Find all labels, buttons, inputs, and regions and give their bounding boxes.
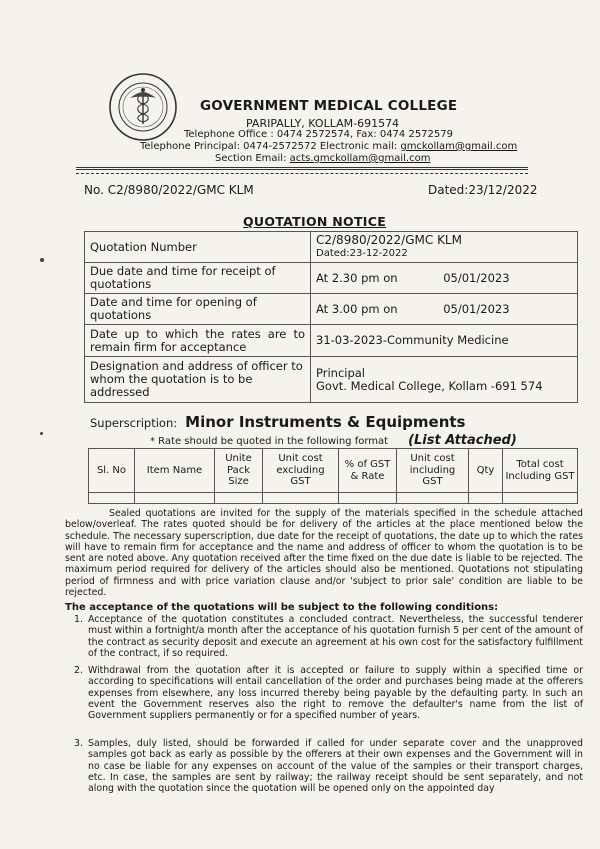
column-header: Unite Pack Size: [215, 449, 263, 493]
table-header-row: [89, 449, 578, 493]
column-header: Sl. No: [89, 449, 135, 493]
superscription-label: Superscription:: [90, 416, 178, 430]
quotation-number-label: Quotation Number: [85, 232, 311, 263]
rate-format-table: [88, 448, 578, 504]
firm-rate-label: Date up to which the rates are to remain firm for acceptance: [85, 325, 311, 357]
column-header: Unit cost including GST: [397, 449, 469, 493]
column-header: Qty: [469, 449, 503, 493]
table-row: [85, 232, 578, 263]
section-email-link[interactable]: acts.gmckollam@gmail.com: [289, 153, 431, 164]
table-row: [85, 357, 578, 403]
opening-date-cell: [311, 294, 578, 325]
institution-name: GOVERNMENT MEDICAL COLLEGE: [200, 98, 458, 114]
scan-speck: [40, 432, 43, 435]
officer-cell: [311, 357, 578, 403]
officer-designation: Principal: [316, 365, 366, 380]
officer-address: Govt. Medical College, Kollam -691 574: [316, 378, 543, 393]
table-row: [85, 325, 578, 357]
rate-note-text: * Rate should be quoted in the following format: [150, 436, 389, 447]
principal-contact-line: [140, 141, 517, 152]
column-header: Total cost Including GST: [503, 449, 578, 493]
quotation-number-value: C2/8980/2022/GMC KLM: [316, 233, 462, 247]
intro-paragraph: Sealed quotations are invited for the supply of the materials specified in the schedule attached below/overleaf. The rates quoted should be for delivery of the articles at the place mentioned below the schedule. The necessary superscription, due date for the receipt of quotations, the date up to which the rates will have to remain firm for acceptance and the name and address of officer to whom the quotation is to be sent are noted above. Any quotation received after the time fixed on the due date is liable to be rejected. The maximum period required for delivery of the articles should also be mentioned. Quotations not stipulating period of firmness and with price variation clause and/or 'subject to prior sale' condition are liable to be rejected.: [65, 508, 583, 599]
table-cell: [89, 493, 135, 504]
reference-date: Dated:23/12/2022: [428, 183, 538, 197]
conditions-heading: The acceptance of the quotations will be subject to the following conditions:: [65, 602, 499, 613]
opening-date-label: Date and time for opening of quotations: [85, 294, 311, 325]
reference-number: No. C2/8980/2022/GMC KLM: [84, 183, 254, 197]
condition-item: Acceptance of the quotation constitutes a concluded contract. Nevertheless, the successful tenderer must within a fortnight/a month after the acceptance of his quotation furnish 5 per cent of the amount of the contract as security deposit and execute an agreement at his own cost for the satisfactory fulfillment of the contract, if so required.: [88, 614, 583, 659]
condition-number: 3.: [74, 738, 83, 749]
condition-number: 1.: [74, 614, 83, 625]
due-date-label: Due date and time for receipt of quotations: [85, 263, 311, 294]
table-row: [89, 493, 578, 504]
condition-item: Samples, duly listed, should be forwarded if called for under separate cover and the unapproved samples got back as early as possible by the offerers at their own expenses and the Government will in no case be liable for any expenses on account of the value of the samples or their transport charges, etc. In case, the samples are sent by railway; the railway receipt should be sent separately, and not along with the quotation since the quotation will be opened only on the appointed day: [88, 738, 583, 795]
superscription-value: Minor Instruments & Equipments: [185, 413, 466, 431]
notice-title: QUOTATION NOTICE: [243, 214, 387, 229]
header-divider-dashed: [76, 173, 528, 174]
table-cell: [397, 493, 469, 504]
column-header: Item Name: [135, 449, 215, 493]
quotation-number-date: Dated:23-12-2022: [316, 248, 408, 259]
rate-format-note: [150, 433, 517, 448]
table-cell: [503, 493, 578, 504]
opening-date: 05/01/2023: [443, 301, 510, 316]
office-phone-line: Telephone Office : 0474 2572574, Fax: 0474 2572579: [184, 129, 453, 140]
header-divider: [76, 167, 528, 170]
college-seal-logo: [108, 72, 178, 142]
section-email-line: [215, 153, 430, 164]
table-row: [85, 263, 578, 294]
principal-phone: Telephone Principal: 0474-2572572 Electronic mail:: [140, 141, 401, 152]
superscription: [90, 413, 465, 431]
firm-rate-value: 31-03-2023-Community Medicine: [311, 325, 578, 357]
column-header: % of GST & Rate: [339, 449, 397, 493]
table-cell: [135, 493, 215, 504]
due-time: At 2.30 pm on: [316, 270, 398, 285]
due-date: 05/01/2023: [443, 270, 510, 285]
scan-speck: [40, 258, 44, 262]
officer-label: Designation and address of officer to whom the quotation is to be addressed: [85, 357, 311, 403]
table-cell: [263, 493, 339, 504]
condition-item: Withdrawal from the quotation after it is accepted or failure to supply within a specified time or according to specifications will entail cancellation of the order and purchases being made at the offerers expenses from elsewhere, any loss incurred thereby being payable by the defaulting party. In such an event the Government reserves also the right to remove the defaulter's name from the list of Government suppliers permanently or for a specified number of years.: [88, 665, 583, 722]
table-cell: [339, 493, 397, 504]
due-date-cell: [311, 263, 578, 294]
list-attached-note: (List Attached): [408, 433, 517, 448]
institution-address: PARIPALLY, KOLLAM-691574: [246, 117, 400, 130]
table-cell: [215, 493, 263, 504]
opening-time: At 3.00 pm on: [316, 301, 398, 316]
condition-number: 2.: [74, 665, 83, 676]
principal-email-link[interactable]: gmckollam@gmail.com: [400, 141, 518, 152]
quotation-number-cell: [311, 232, 578, 263]
table-row: [85, 294, 578, 325]
table-cell: [469, 493, 503, 504]
column-header: Unit cost excluding GST: [263, 449, 339, 493]
section-email-label: Section Email:: [215, 153, 290, 164]
quotation-details-table: [84, 231, 578, 403]
